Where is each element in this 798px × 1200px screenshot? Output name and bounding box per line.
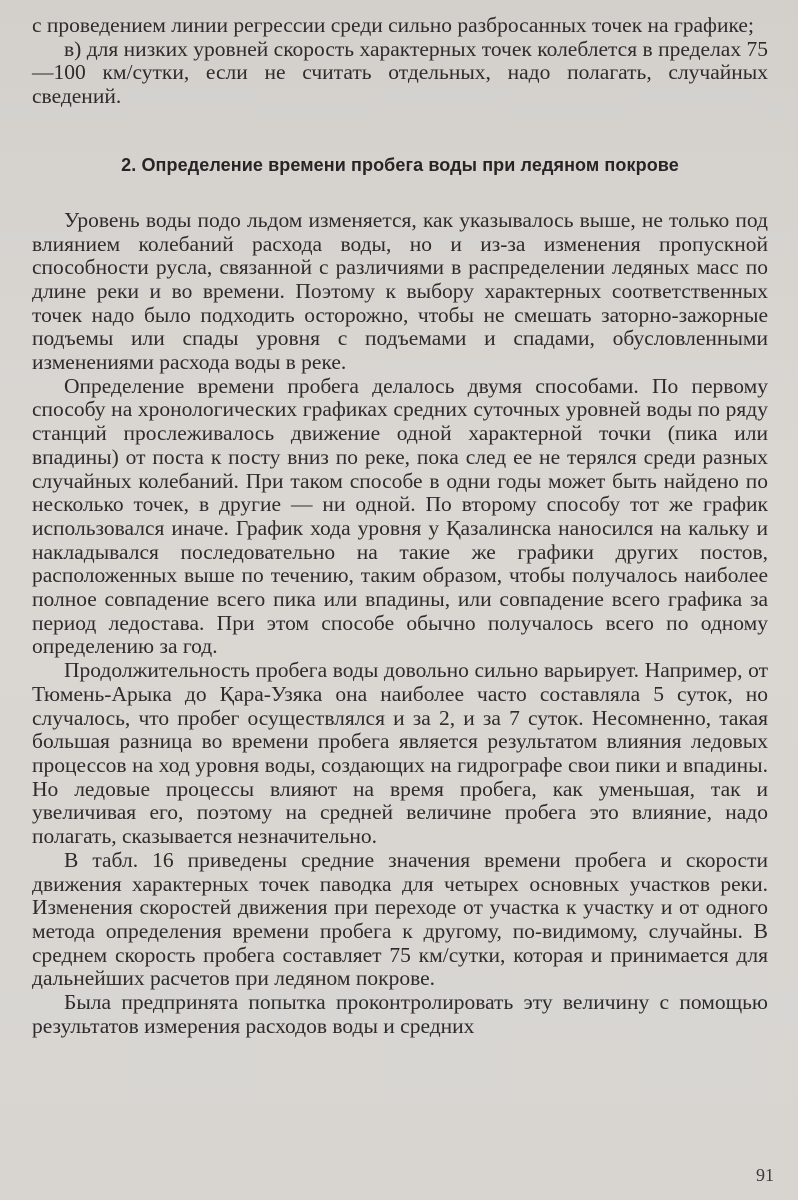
paragraph: Была предпринята попытка проконтролировать эту величину с помощью результатов измерения расходов воды и средних (32, 990, 768, 1038)
paragraph: Продолжительность пробега воды довольно сильно варьирует. Например, от Тюмень-Арыка до Қара-Узяка она наиболее часто составляла 5 суток, но случалось, что пробег осуществлялся и за 2, и за 7 суток. Несомненно, такая большая разница во времени пробега является результатом влияния ледовых процессов на ход уровня воды, создающих на гидрографе свои пики и впадины. Но ледовые процессы влияют на время пробега, как уменьшая, так и увеличивая его, поэтому на средней величине пробега это влияние, надо полагать, сказывается незначительно. (32, 658, 768, 849)
paragraph: Определение времени пробега делалось двумя способами. По первому способу на хронологических графиках средних суточных уровней воды по ряду станций прослеживалось движение одной характерной точки (пика или впадины) от поста к посту вниз по реке, пока след ее не терялся среди разных случайных колебаний. При таком способе в одни годы может быть найдено по несколько точек, в другие — ни одной. По второму способу тот же график использовался иначе. График хода уровня у Қазалинска наносился на кальку и накладывался последовательно на такие же графики других постов, расположенных выше по течению, таким образом, чтобы получалось наиболее полное совпадение всего пика или впадины, или совпадение всего графика за период ледостава. При этом способе обычно получалось всего по одному определению за год. (32, 373, 768, 659)
section-body (32, 209, 768, 1039)
top-text-block (32, 14, 768, 109)
paragraph-item-v: в) для низких уровней скорость характерных точек колеблется в пределах 75—100 км/сутки, если не считать отдельных, надо полагать, случайных сведений. (32, 36, 768, 109)
paragraph: Уровень воды подо льдом изменяется, как указывалось выше, не только под влиянием колебаний расхода воды, но и из-за изменения пропускной способности русла, связанной с различиями в распределении ледяных масс по длине реки и во времени. Поэтому к выбору характерных соответственных точек надо было подходить осторожно, чтобы не смешать заторно-зажорные подъемы или спады уровня с подъемами и спадами, обусловленными изменениями расхода воды в реке. (32, 207, 768, 375)
page-number: 91 (756, 1165, 774, 1185)
section-heading: 2. Определение времени пробега воды при ледяном покрове (121, 154, 679, 175)
paragraph-continuation: с проведением линии регрессии среди сильно разбросанных точек на графике; (32, 13, 754, 37)
paragraph: В табл. 16 приведены средние значения времени пробега и скорости движения характерных точек паводка для четырех основных участков реки. Изменения скоростей движения при переходе от участка к участку и от одного метода определения времени пробега к другому, по-видимому, случайны. В среднем скорость пробега составляет 75 км/сутки, которая и принимается для дальнейших расчетов при ледяном покрове. (32, 847, 768, 991)
